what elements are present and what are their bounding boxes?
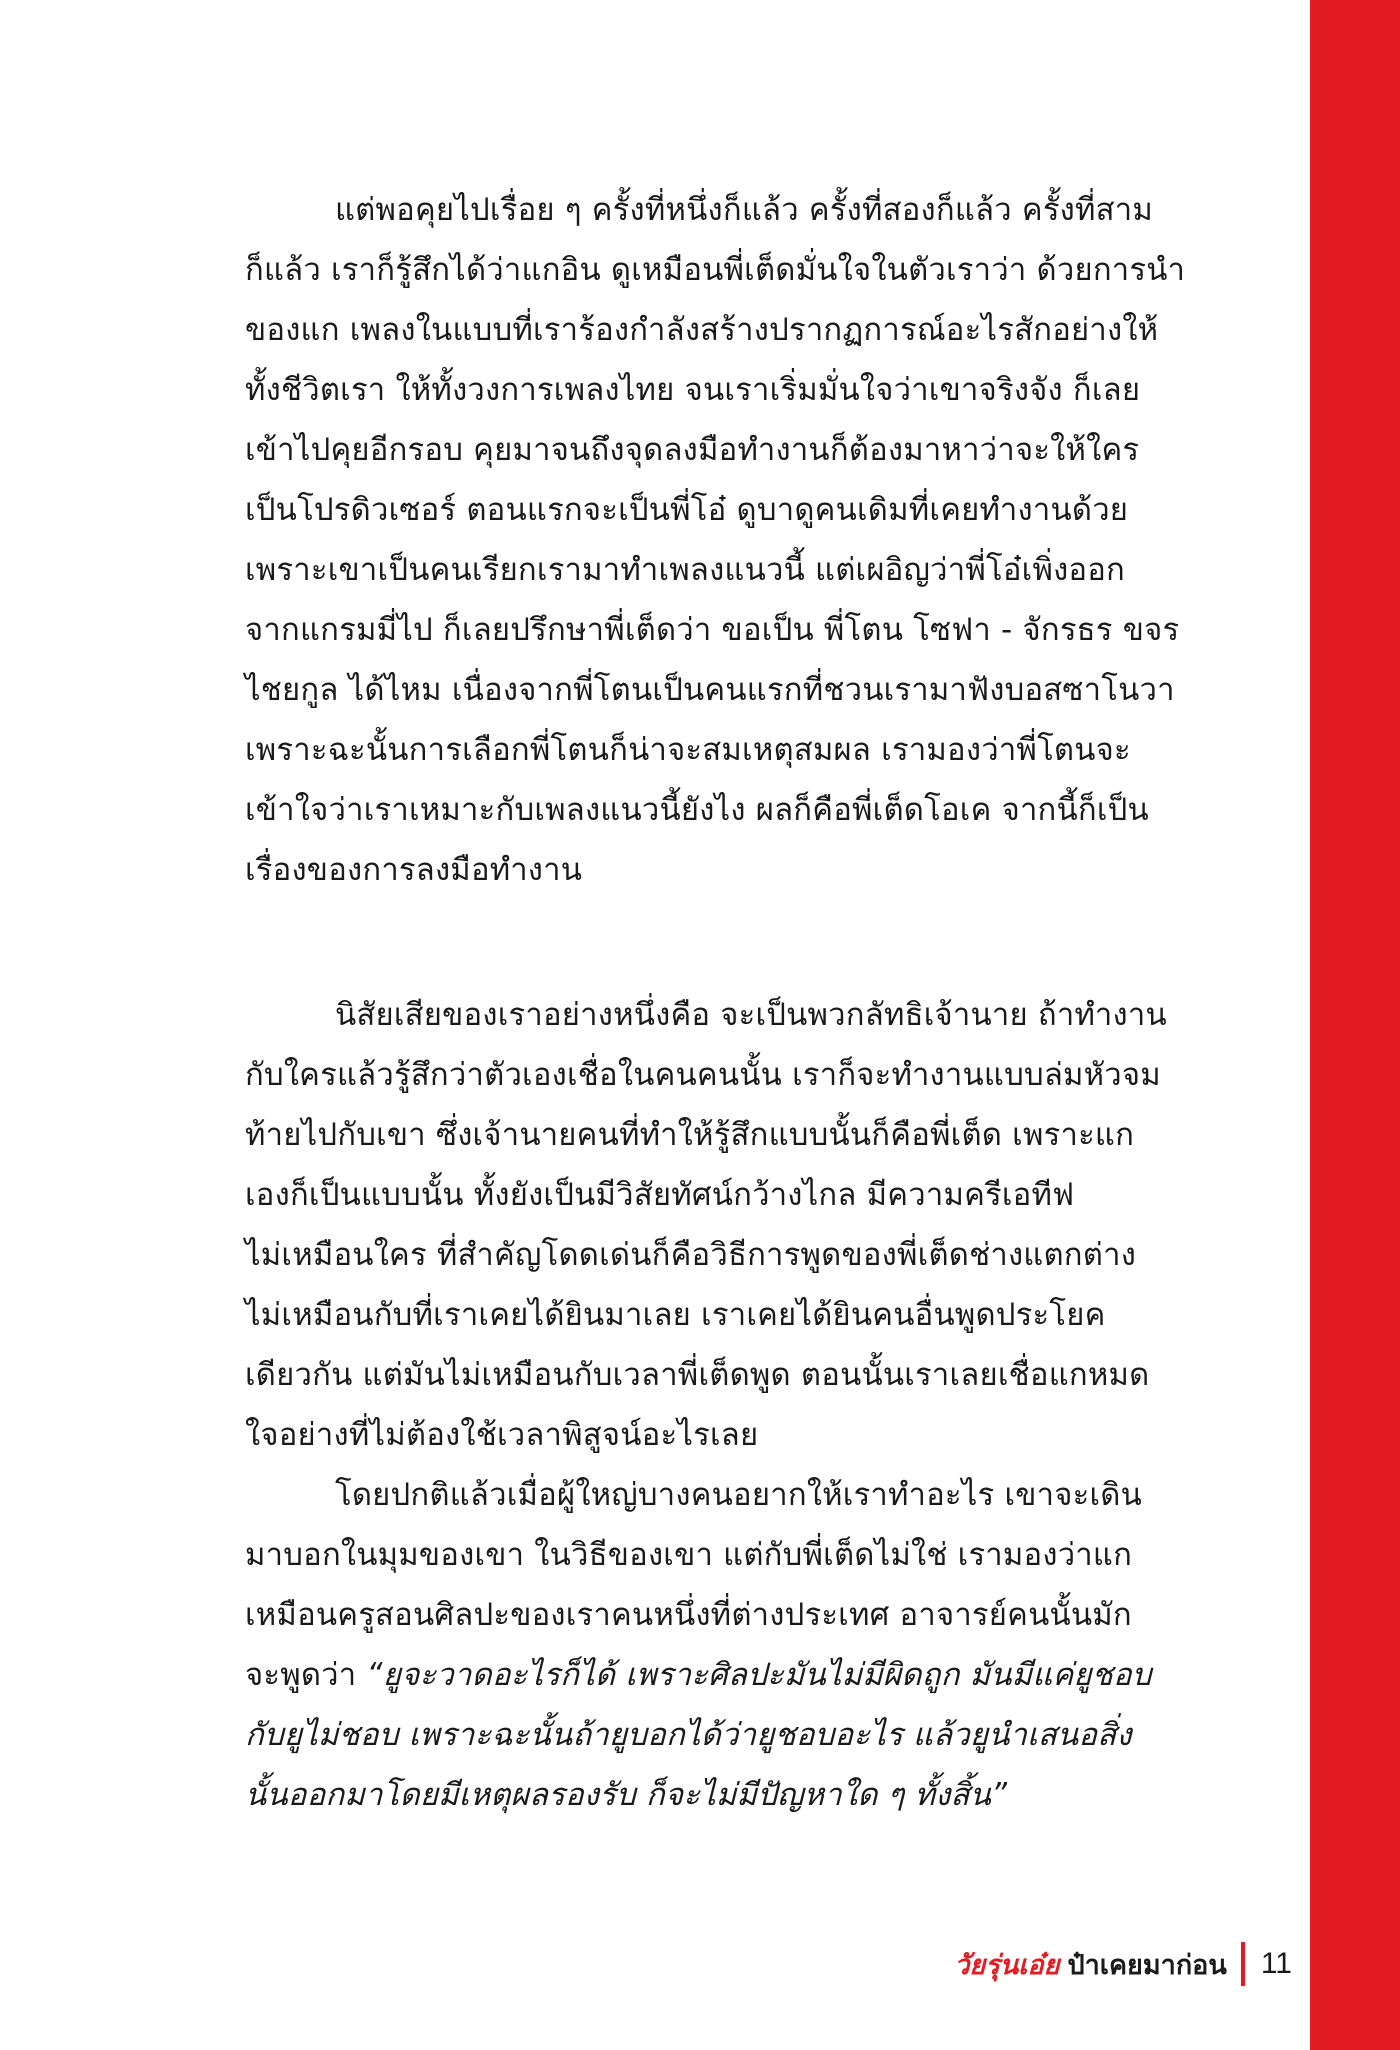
side-accent-bar — [1310, 0, 1400, 2050]
paragraph-line: มาบอกในมุมของเขา ในวิธีของเขา แต่กับพี่เต็ดไม่ใช่ เรามองว่าแก — [245, 1537, 1133, 1573]
paragraph-line: เข้าไปคุยอีกรอบ คุยมาจนถึงจุดลงมือทำงานก็ต้องมาหาว่าจะให้ใคร — [245, 432, 1140, 468]
paragraph-line: ไม่เหมือนกับที่เราเคยได้ยินมาเลย เราเคยได้ยินคนอื่นพูดประโยค — [245, 1297, 1106, 1333]
paragraph-line: โดยปกติแล้วเมื่อผู้ใหญ่บางคนอยากให้เราทำอะไร เขาจะเดิน — [335, 1477, 1142, 1513]
paragraph-line: ไชยกูล ได้ไหม เนื่องจากพี่โตนเป็นคนแรกที่ชวนเรามาฟังบอสซาโนวา — [245, 672, 1175, 708]
paragraph-line: ทั้งชีวิตเรา ให้ทั้งวงการเพลงไทย จนเราเริ่มมั่นใจว่าเขาจริงจัง ก็เลย — [245, 372, 1141, 408]
paragraph-line: ของแก เพลงในแบบที่เราร้องกำลังสร้างปรากฏการณ์อะไรสักอย่างให้ — [245, 312, 1159, 348]
page-number: 11 — [1260, 1947, 1292, 1980]
paragraph-line: เป็นโปรดิวเซอร์ ตอนแรกจะเป็นพี่โอ๋ ดูบาดูคนเดิมที่เคยทำงานด้วย — [245, 492, 1129, 528]
paragraph-line: กับใครแล้วรู้สึกว่าตัวเองเชื่อในคนคนนั้น เราก็จะทำงานแบบล่มหัวจม — [245, 1057, 1161, 1093]
quote-text: “ยูจะวาดอะไรก็ได้ เพราะศิลปะมันไม่มีผิดถูก มันมีแค่ยูชอบ — [366, 1657, 1152, 1693]
paragraph-line: แต่พอคุยไปเรื่อย ๆ ครั้งที่หนึ่งก็แล้ว ครั้งที่สองก็แล้ว ครั้งที่สาม — [335, 192, 1154, 228]
paragraph-line: เพราะเขาเป็นคนเรียกเรามาทำเพลงแนวนี้ แต่เผอิญว่าพี่โอ๋เพิ่งออก — [245, 552, 1126, 588]
quote-line — [245, 1645, 1230, 1705]
paragraph-line: นิสัยเสียของเราอย่างหนึ่งคือ จะเป็นพวกลัทธิเจ้านาย ถ้าทำงาน — [335, 997, 1167, 1033]
paragraph-line: จากแกรมมี่ไป ก็เลยปรึกษาพี่เต็ดว่า ขอเป็น พี่โตน โซฟา - จักรธร ขจร — [245, 612, 1180, 648]
paragraph-line: เดียวกัน แต่มันไม่เหมือนกับเวลาพี่เต็ดพูด ตอนนั้นเราเลยเชื่อแกหมด — [245, 1357, 1150, 1393]
paragraph-line: เพราะฉะนั้นการเลือกพี่โตนก็น่าจะสมเหตุสมผล เรามองว่าพี่โตนจะ — [245, 732, 1131, 768]
paragraph-2 — [245, 985, 1230, 1825]
paragraph-line: ก็แล้ว เราก็รู้สึกได้ว่าแกอิน ดูเหมือนพี่เต็ดมั่นใจในตัวเราว่า ด้วยการนำ — [245, 252, 1186, 288]
quote-line: นั้นออกมาโดยมีเหตุผลรองรับ ก็จะไม่มีปัญหาใด ๆ ทั้งสิ้น” — [245, 1777, 1008, 1813]
paragraph-line: ท้ายไปกับเขา ซึ่งเจ้านายคนที่ทำให้รู้สึกแบบนั้นก็คือพี่เต็ด เพราะแก — [245, 1117, 1135, 1153]
paragraph-line: เหมือนครูสอนศิลปะของเราคนหนึ่งที่ต่างประเทศ อาจารย์คนนั้นมัก — [245, 1597, 1132, 1633]
footer-divider — [1241, 1942, 1245, 1986]
page-footer — [954, 1942, 1292, 1986]
paragraph-line: เข้าใจว่าเราเหมาะกับเพลงแนวนี้ยังไง ผลก็คือพี่เต็ดโอเค จากนี้ก็เป็น — [245, 792, 1149, 828]
paragraph-1 — [245, 180, 1230, 900]
book-title-rest: ป๋าเคยมาก่อน — [1067, 1949, 1227, 1980]
paragraph-line: เรื่องของการลงมือทำงาน — [245, 852, 583, 888]
book-title-highlight: วัยรุ่นเอ๋ย — [954, 1949, 1060, 1980]
paragraph-line: ไม่เหมือนใคร ที่สำคัญโดดเด่นก็คือวิธีการพูดของพี่เต็ดช่างแตกต่าง — [245, 1237, 1137, 1273]
paragraph-line: เองก็เป็นแบบนั้น ทั้งยังเป็นมีวิสัยทัศน์กว้างไกล มีความครีเอทีฟ — [245, 1177, 1075, 1213]
quote-line: กับยูไม่ชอบ เพราะฉะนั้นถ้ายูบอกได้ว่ายูชอบอะไร แล้วยูนำเสนอสิ่ง — [245, 1717, 1132, 1753]
quote-lead: จะพูดว่า — [245, 1657, 367, 1693]
paragraph-line: ใจอย่างที่ไม่ต้องใช้เวลาพิสูจน์อะไรเลย — [245, 1417, 759, 1453]
